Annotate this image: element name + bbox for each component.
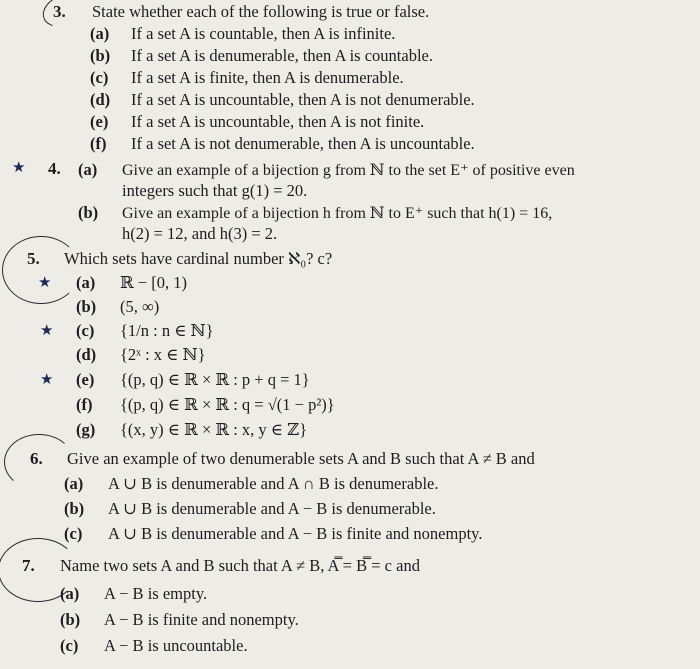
part-label: (b) bbox=[76, 297, 97, 316]
part-text: {(p, q) ∈ ℝ × ℝ : q = √(1 − p²)} bbox=[120, 395, 335, 414]
part-label: (e) bbox=[76, 370, 95, 389]
part-label: (a) bbox=[78, 160, 98, 179]
part-label: (d) bbox=[76, 345, 97, 364]
problem-number: 4. bbox=[48, 159, 61, 178]
part-label: (c) bbox=[76, 321, 95, 340]
part-text: A − B is empty. bbox=[104, 584, 208, 603]
part-label: (a) bbox=[60, 584, 80, 603]
part-label: (a) bbox=[76, 273, 96, 292]
part-label: (c) bbox=[60, 636, 79, 655]
problem-number: 7. bbox=[22, 556, 35, 575]
part-text: {(x, y) ∈ ℝ × ℝ : x, y ∈ ℤ} bbox=[120, 420, 308, 439]
star-icon: ★ bbox=[40, 372, 54, 388]
problem-number: 3. bbox=[53, 2, 66, 21]
problem-statement: Name two sets A and B such that A ≠ B, A̿ = B̿ = c and bbox=[60, 556, 420, 575]
part-continuation: h(2) = 12, and h(3) = 2. bbox=[122, 224, 278, 243]
part-text: If a set A is countable, then A is infinite. bbox=[131, 24, 396, 43]
part-text: A ∪ B is denumerable and A − B is denumerable. bbox=[108, 499, 436, 518]
problem-number: 5. bbox=[27, 249, 40, 268]
part-label: (d) bbox=[90, 90, 111, 109]
problem-statement: State whether each of the following is true or false. bbox=[92, 2, 430, 21]
part-text: If a set A is uncountable, then A is not finite. bbox=[131, 112, 425, 131]
part-text: If a set A is denumerable, then A is countable. bbox=[131, 46, 433, 65]
hand-drawn-circle bbox=[38, 0, 94, 33]
part-label: (e) bbox=[90, 112, 109, 131]
part-label: (f) bbox=[90, 134, 107, 153]
part-text: A − B is finite and nonempty. bbox=[104, 610, 299, 629]
part-label: (f) bbox=[76, 395, 93, 414]
problem-statement: Which sets have cardinal number ℵ₀? c? bbox=[64, 249, 333, 268]
star-icon: ★ bbox=[38, 275, 52, 291]
part-label: (b) bbox=[60, 610, 81, 629]
star-icon: ★ bbox=[12, 160, 26, 176]
part-text: ℝ − [0, 1) bbox=[120, 273, 188, 292]
part-text: Give an example of a bijection h from ℕ to E⁺ such that h(1) = 16, bbox=[122, 205, 553, 222]
part-label: (c) bbox=[64, 524, 83, 543]
part-text: A ∪ B is denumerable and A ∩ B is denumerable. bbox=[108, 474, 439, 493]
part-text: {(p, q) ∈ ℝ × ℝ : p + q = 1} bbox=[120, 370, 310, 389]
part-label: (a) bbox=[90, 24, 110, 43]
part-text: {1/n : n ∈ ℕ} bbox=[120, 321, 214, 340]
part-text: If a set A is not denumerable, then A is uncountable. bbox=[131, 134, 475, 153]
part-label: (g) bbox=[76, 420, 96, 439]
part-text: (5, ∞) bbox=[120, 297, 160, 316]
part-text: A − B is uncountable. bbox=[104, 636, 248, 655]
part-label: (b) bbox=[78, 203, 99, 222]
part-text: A ∪ B is denumerable and A − B is finite and nonempty. bbox=[108, 524, 483, 543]
star-icon: ★ bbox=[40, 323, 54, 339]
part-label: (a) bbox=[64, 474, 84, 493]
problem-number: 6. bbox=[30, 449, 43, 468]
part-label: (b) bbox=[64, 499, 85, 518]
part-text: Give an example of a bijection g from ℕ to the set E⁺ of positive even bbox=[122, 162, 575, 179]
part-label: (b) bbox=[90, 46, 111, 65]
hand-drawn-circle bbox=[2, 236, 80, 304]
part-text: If a set A is finite, then A is denumerable. bbox=[131, 68, 404, 87]
part-label: (c) bbox=[90, 68, 109, 87]
part-continuation: integers such that g(1) = 20. bbox=[122, 181, 308, 200]
part-text: If a set A is uncountable, then A is not denumerable. bbox=[131, 90, 475, 109]
part-text: {2ˣ : x ∈ ℕ} bbox=[120, 345, 206, 364]
problem-statement: Give an example of two denumerable sets A and B such that A ≠ B and bbox=[67, 449, 535, 468]
